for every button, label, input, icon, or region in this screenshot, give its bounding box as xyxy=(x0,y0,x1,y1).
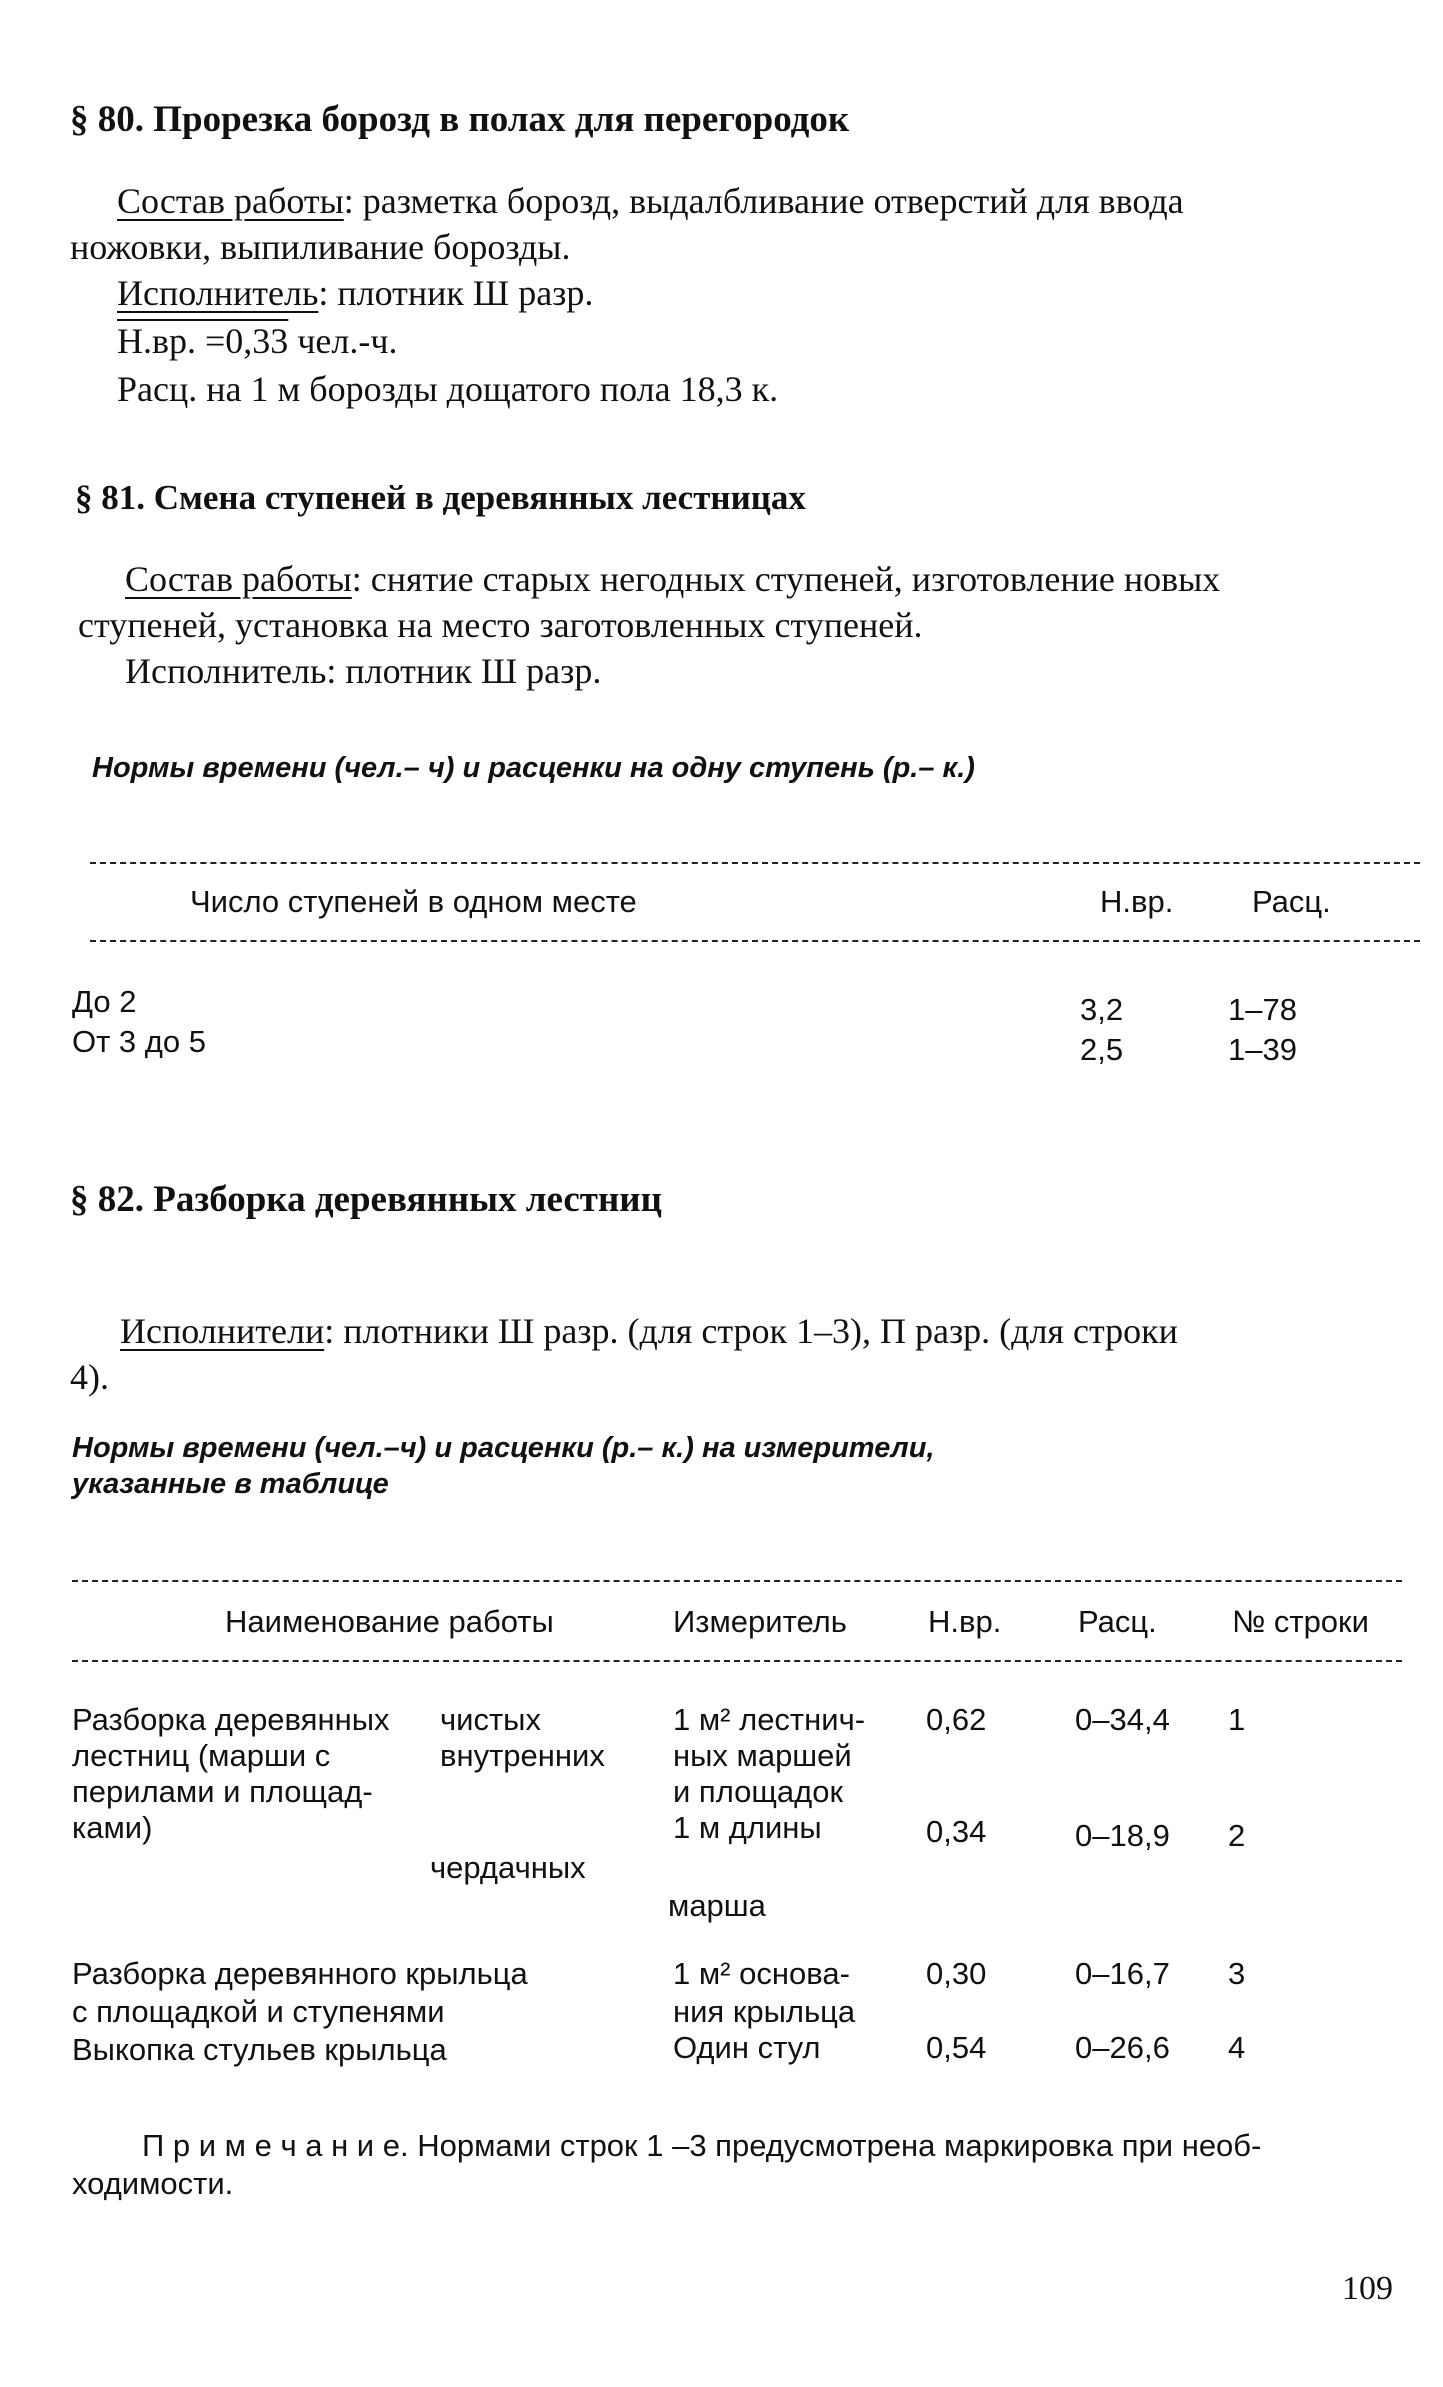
s80-composition-label: Состав работы xyxy=(117,181,344,221)
s80-norm-value: Н.вр. =0,33 xyxy=(117,321,289,361)
s82-row2-number: 2 xyxy=(1228,1818,1246,1853)
s82-row2-measure-1: 1 м длины xyxy=(673,1810,822,1845)
s81-executor: Исполнитель: плотник Ш разр. xyxy=(125,651,602,691)
s82-header-work: Наименование работы xyxy=(225,1604,554,1639)
s82-row2-rate: 0–18,9 xyxy=(1075,1818,1170,1853)
s81-row1-rate: 1–78 xyxy=(1228,992,1297,1027)
s81-row1-steps: До 2 xyxy=(72,984,137,1019)
s82-executors-label: Исполнители xyxy=(120,1311,325,1351)
s80-composition xyxy=(117,180,1184,222)
s82-row3-measure-1: 1 м² основа- xyxy=(673,1956,850,1991)
s80-executor xyxy=(117,272,593,314)
s81-row2-steps: От 3 до 5 xyxy=(72,1024,206,1059)
s81-header-norm: Н.вр. xyxy=(1100,884,1174,919)
s82-row4-name: Выкопка стульев крыльца xyxy=(72,2032,447,2067)
s82-row3-name-1: Разборка деревянного крыльца xyxy=(72,1956,528,1991)
s81-header-steps: Число ступеней в одном месте xyxy=(190,884,637,919)
s82-table-caption-1: Нормы времени (чел.–ч) и расценки (р.– к.) на измерители, xyxy=(72,1432,935,1464)
s80-executor-text: : плотник Ш разр. xyxy=(318,273,594,313)
s81-row2-rate: 1–39 xyxy=(1228,1032,1297,1067)
s81-table-top-rule xyxy=(90,862,1420,864)
s80-executor-label: Исполнитель xyxy=(117,273,319,313)
s80-norm-unit: чел.-ч. xyxy=(288,321,398,361)
s81-composition-cont: ступеней, установка на место заготовленных ступеней. xyxy=(78,605,923,645)
s82-row1-number: 1 xyxy=(1228,1702,1246,1737)
s82-g1-name-2: лестниц (марши с xyxy=(72,1738,331,1773)
s80-rate: Расц. на 1 м борозды дощатого пола 18,3 к. xyxy=(117,369,779,409)
s81-row1-norm: 3,2 xyxy=(1080,992,1124,1027)
s82-table-header-rule xyxy=(72,1660,1402,1662)
s82-row1-rate: 0–34,4 xyxy=(1075,1702,1170,1737)
s81-table-caption: Нормы времени (чел.– ч) и расценки на одну ступень (р.– к.) xyxy=(92,752,975,784)
s82-executors-text: : плотники Ш разр. (для строк 1–3), П разр. (для строки xyxy=(324,1311,1178,1351)
s82-header-rate: Расц. xyxy=(1078,1604,1157,1639)
s82-row3-name-2: с площадкой и ступенями xyxy=(72,1994,445,2029)
s82-row4-measure: Один стул xyxy=(673,2030,821,2065)
section-80-heading: § 80. Прорезка борозд в полах для перегородок xyxy=(70,99,850,140)
s81-row2-norm: 2,5 xyxy=(1080,1032,1124,1067)
s82-row3-norm: 0,30 xyxy=(926,1956,987,1991)
s82-row2-measure-2: марша xyxy=(668,1888,766,1923)
s82-row2-norm: 0,34 xyxy=(926,1814,987,1849)
page-number: 109 xyxy=(1342,2270,1393,2307)
s81-table-header-rule xyxy=(90,940,1420,942)
s82-note-text: Нормами строк 1 –3 предусмотрена маркировка при необ- xyxy=(408,2128,1262,2163)
s82-row3-rate: 0–16,7 xyxy=(1075,1956,1170,1991)
s82-table-caption-2: указанные в таблице xyxy=(72,1468,389,1500)
s82-g1-name-4: ками) xyxy=(72,1810,153,1845)
s82-row1-measure-2: ных маршей xyxy=(673,1738,852,1773)
s82-executors xyxy=(120,1310,1178,1352)
s82-row1-measure-1: 1 м² лестнич- xyxy=(673,1702,866,1737)
s82-header-norm: Н.вр. xyxy=(928,1604,1002,1639)
s81-composition xyxy=(125,558,1220,600)
s82-g1-name-3: перилами и площад- xyxy=(72,1774,373,1809)
s82-g1-name-1: Разборка деревянных xyxy=(72,1702,390,1737)
s81-header-rate: Расц. xyxy=(1252,884,1331,919)
s82-g1-sub-clean: чистых xyxy=(440,1702,541,1737)
s82-row4-number: 4 xyxy=(1228,2030,1246,2065)
s82-row1-measure-3: и площадок xyxy=(673,1774,844,1809)
s82-header-measure: Измеритель xyxy=(673,1604,847,1639)
s82-row3-measure-2: ния крыльца xyxy=(673,1994,856,2029)
s82-row3-number: 3 xyxy=(1228,1956,1246,1991)
s82-header-row-number: № строки xyxy=(1232,1604,1369,1639)
s82-g1-sub-attic: чердачных xyxy=(430,1850,586,1885)
s80-composition-cont: ножовки, выпиливание борозды. xyxy=(70,227,571,267)
s81-composition-text: : снятие старых негодных ступеней, изготовление новых xyxy=(351,559,1221,599)
s82-row4-norm: 0,54 xyxy=(926,2030,987,2065)
s82-row4-rate: 0–26,6 xyxy=(1075,2030,1170,2065)
s82-row1-norm: 0,62 xyxy=(926,1702,987,1737)
s82-executors-cont: 4). xyxy=(70,1357,109,1397)
s82-table-top-rule xyxy=(72,1580,1402,1582)
s80-composition-text: : разметка борозд, выдалбливание отверстий для ввода xyxy=(343,181,1184,221)
s80-norm xyxy=(117,320,397,362)
s82-note-cont: ходимости. xyxy=(72,2166,234,2201)
s82-g1-sub-internal: внутренних xyxy=(440,1738,605,1773)
s81-composition-label: Состав работы xyxy=(125,559,352,599)
section-81-heading: § 81. Смена ступеней в деревянных лестницах xyxy=(75,478,806,517)
s82-note-label: П р и м е ч а н и е. xyxy=(142,2128,409,2163)
section-82-heading: § 82. Разборка деревянных лестниц xyxy=(70,1179,662,1220)
s82-note xyxy=(142,2128,1261,2164)
